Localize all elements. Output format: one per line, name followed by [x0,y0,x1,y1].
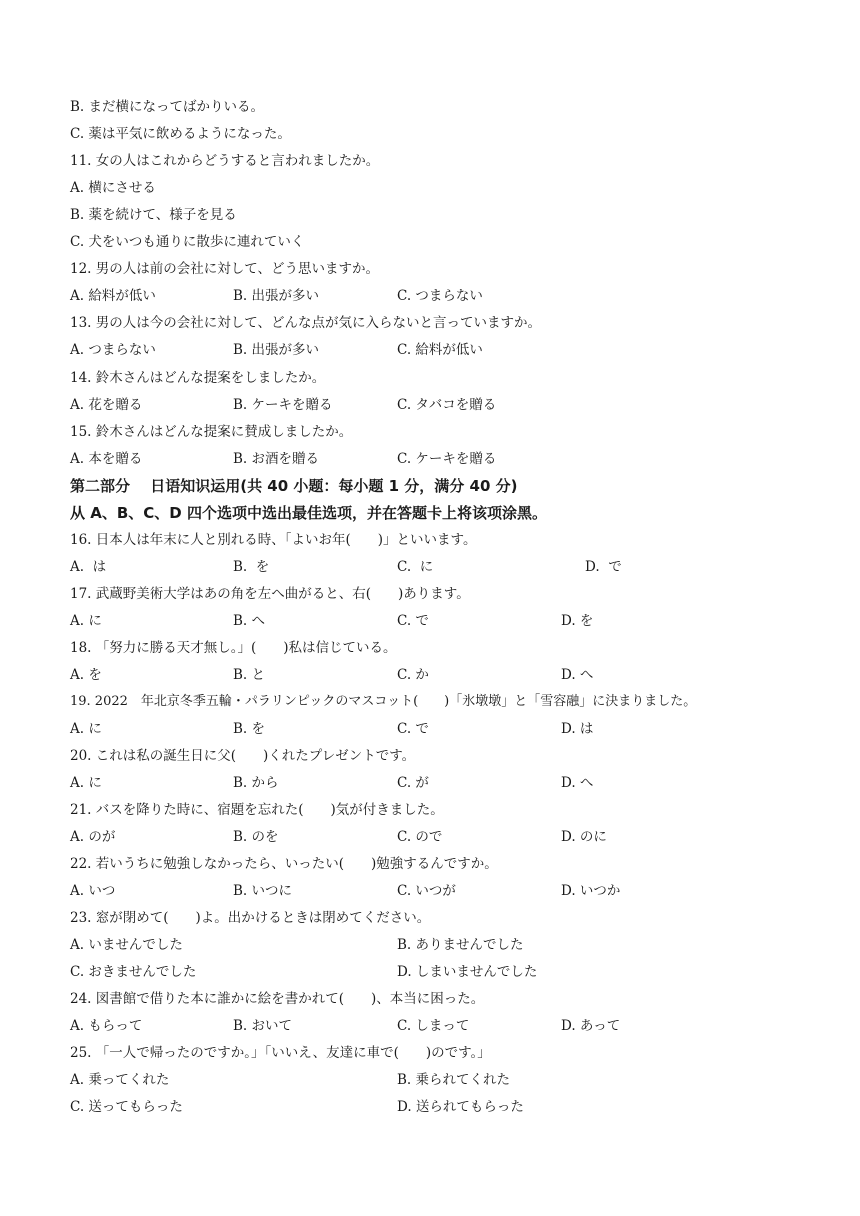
option-d: D. いつか [561,883,621,899]
option-c: C. つまらない [397,288,483,304]
option-a: A. 横にさせる [70,180,156,196]
option-d: D. を [561,613,594,629]
option-a: A. いませんでした [70,937,183,953]
option-c: C. に [397,559,434,575]
option-c: C. ので [397,829,443,845]
option-c: C. が [397,775,429,791]
option-d: D. は [561,721,594,737]
section-heading: 第二部分 日语知识运用(共 40 小题：每小题 1 分，满分 40 分) [70,477,518,495]
option-d: D. のに [561,829,607,845]
option-a: A. は [70,559,107,575]
question-stem: 24. 図書館で借りた本に誰かに絵を書かれて( )、本当に困った。 [70,991,485,1007]
option-a: A. 花を贈る [70,397,143,413]
option-d: D. あって [561,1018,621,1034]
option-d: D. へ [561,667,594,683]
option-b: B. のを [233,829,279,845]
question-stem: 23. 窓が閉めて( )よ。出かけるときは閉めてください。 [70,910,431,926]
option-a: A. に [70,721,102,737]
option-c: C. いつが [397,883,456,899]
option-c: C. しまって [397,1018,470,1034]
option-line: B. まだ横になってばかりいる。 [70,99,265,115]
option-b: B. ケーキを贈る [233,397,333,413]
option-a: A. のが [70,829,116,845]
option-c: C. で [397,721,429,737]
option-c: C. 送ってもらった [70,1099,183,1115]
question-stem: 25. 「一人で帰ったのですか。」「いいえ、友達に車で( )のです。」 [70,1045,491,1061]
question-stem: 17. 武蔵野美術大学はあの角を左へ曲がると、右( )あります。 [70,586,470,602]
option-a: A. 本を贈る [70,451,143,467]
section-instruction: 从 A、B、C、D 四个选项中选出最佳选项，并在答题卡上将该项涂黑。 [70,504,547,522]
option-d: D. しまいませんでした [397,964,538,980]
option-d: D. 送られてもらった [397,1099,524,1115]
option-a: A. を [70,667,102,683]
option-a: A. もらって [70,1018,143,1034]
option-a: A. 給料が低い [70,288,156,304]
option-line: C. 薬は平気に飲めるようになった。 [70,126,291,142]
option-c: C. 犬をいつも通りに散歩に連れていく [70,234,305,250]
question-stem: 11. 女の人はこれからどうすると言われましたか。 [70,153,380,169]
option-c: C. か [397,667,429,683]
option-b: B. 出張が多い [233,288,320,304]
option-c: C. ケーキを贈る [397,451,497,467]
option-b: B. 乗られてくれた [397,1072,511,1088]
option-d: D. へ [561,775,594,791]
option-b: B. を [233,559,270,575]
option-b: B. と [233,667,266,683]
question-stem: 21. バスを降りた時に、宿題を忘れた( )気が付きました。 [70,802,444,818]
option-b: B. お酒を贈る [233,451,320,467]
option-a: A. に [70,775,102,791]
option-c: C. おきませんでした [70,964,197,980]
option-c: C. で [397,613,429,629]
question-stem: 13. 男の人は今の会社に対して、どんな点が気に入らないと言っていますか。 [70,315,541,331]
question-stem: 18. 「努力に勝る天才無し。」( )私は信じている。 [70,640,397,656]
option-b: B. 出張が多い [233,342,320,358]
question-stem: 12. 男の人は前の会社に対して、どう思いますか。 [70,261,379,277]
option-d: D. で [585,559,622,575]
option-a: A. に [70,613,102,629]
question-stem: 20. これは私の誕生日に父( )くれたプレゼントです。 [70,748,416,764]
option-a: A. 乗ってくれた [70,1072,170,1088]
question-stem: 22. 若いうちに勉強しなかったら、いったい( )勉強するんですか。 [70,856,498,872]
option-b: B. いつに [233,883,293,899]
option-a: A. いつ [70,883,116,899]
option-b: B. から [233,775,279,791]
option-c: C. タバコを贈る [397,397,497,413]
option-b: B. へ [233,613,266,629]
question-stem: 15. 鈴木さんはどんな提案に賛成しましたか。 [70,424,353,440]
option-b: B. を [233,721,266,737]
question-stem: 14. 鈴木さんはどんな提案をしましたか。 [70,370,326,386]
question-stem: 19. 2022 年北京冬季五輪・パラリンピックのマスコット( )「氷墩墩」と「雪容融」に決まりました。 [70,694,697,709]
option-c: C. 給料が低い [397,342,483,358]
option-a: A. つまらない [70,342,156,358]
question-stem: 16. 日本人は年末に人と別れる時、「よいお年( )」といいます。 [70,532,477,548]
option-b: B. ありませんでした [397,937,524,953]
option-b: B. おいて [233,1018,293,1034]
option-b: B. 薬を続けて、様子を見る [70,207,237,223]
